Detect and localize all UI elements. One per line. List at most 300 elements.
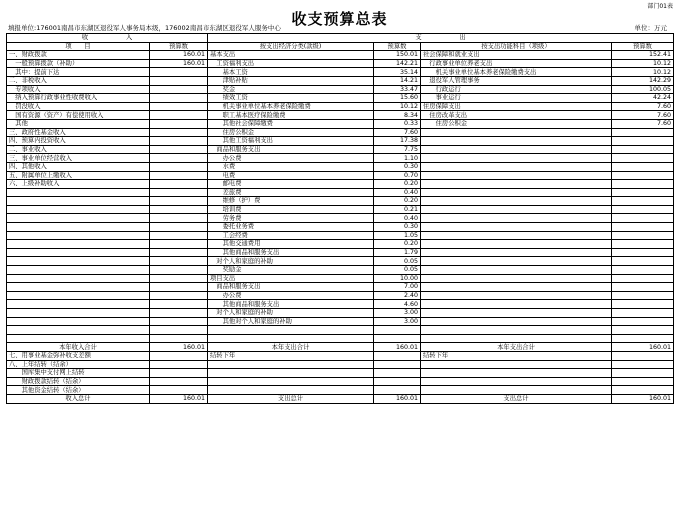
income-item — [7, 248, 150, 257]
func-item — [421, 291, 612, 300]
econ-amount: 2.40 — [374, 291, 421, 300]
func-item: 支出总计 — [421, 394, 612, 403]
table-row — [7, 248, 674, 257]
table-row — [7, 266, 674, 275]
econ-item: 商品和服务支出 — [208, 283, 374, 292]
income-amount — [150, 111, 208, 120]
income-item: 财政拨款结转（结余） — [7, 377, 150, 386]
income-amount — [150, 162, 208, 171]
func-item — [421, 317, 612, 326]
func-amount: 142.29 — [612, 76, 674, 85]
func-item — [421, 266, 612, 275]
econ-item: 办公费 — [208, 154, 374, 163]
econ-amount: 0.05 — [374, 266, 421, 275]
econ-amount: 160.01 — [374, 343, 421, 352]
table-row — [7, 205, 674, 214]
econ-amount: 8.34 — [374, 111, 421, 120]
income-amount — [150, 137, 208, 146]
func-item — [421, 180, 612, 189]
income-amount — [150, 180, 208, 189]
econ-amount: 1.05 — [374, 231, 421, 240]
func-item — [421, 283, 612, 292]
table-row — [7, 300, 674, 309]
income-amount — [150, 68, 208, 77]
func-budget-header: 预算数 — [612, 42, 674, 51]
income-item: 二、事业收入 — [7, 145, 150, 154]
income-amount — [150, 248, 208, 257]
func-amount — [612, 360, 674, 369]
income-item — [7, 309, 150, 318]
econ-amount: 0.20 — [374, 197, 421, 206]
income-item: 纳入预算行政事业性收费收入 — [7, 94, 150, 103]
income-amount — [150, 102, 208, 111]
func-amount — [612, 154, 674, 163]
econ-item — [208, 377, 374, 386]
table-row — [7, 94, 674, 103]
econ-amount: 0.40 — [374, 214, 421, 223]
income-amount — [150, 94, 208, 103]
income-item: 其他 — [7, 119, 150, 128]
income-amount — [150, 205, 208, 214]
table-row — [7, 223, 674, 232]
section-header-row — [7, 34, 674, 43]
income-item: 一般预算拨款（补助） — [7, 59, 150, 68]
income-item — [7, 283, 150, 292]
func-item — [421, 223, 612, 232]
econ-amount — [374, 360, 421, 369]
econ-item: 本年支出合计 — [208, 343, 374, 352]
econ-item: 住房公积金 — [208, 128, 374, 137]
income-item: 一、财政拨款 — [7, 51, 150, 60]
func-amount — [612, 369, 674, 378]
income-item: 国有资源（资产）有偿使用收入 — [7, 111, 150, 120]
func-item — [421, 240, 612, 249]
table-row — [7, 257, 674, 266]
footer-row — [7, 386, 674, 395]
func-amount — [612, 266, 674, 275]
money-unit: 单位：万元 — [634, 24, 667, 32]
econ-item: 津贴补贴 — [208, 76, 374, 85]
econ-amount: 1.10 — [374, 154, 421, 163]
func-item: 住房改革支出 — [421, 111, 612, 120]
func-item — [421, 197, 612, 206]
econ-amount: 160.01 — [374, 394, 421, 403]
econ-amount: 10.12 — [374, 102, 421, 111]
income-amount — [150, 283, 208, 292]
income-item: 三、政府性基金收入 — [7, 128, 150, 137]
income-amount — [150, 274, 208, 283]
func-amount: 10.12 — [612, 68, 674, 77]
func-amount — [612, 309, 674, 318]
income-item: 七、用事业基金弥补收支差额 — [7, 351, 150, 360]
econ-item: 基本工资 — [208, 68, 374, 77]
table-row — [7, 102, 674, 111]
income-amount — [150, 360, 208, 369]
func-amount — [612, 257, 674, 266]
income-item — [7, 326, 150, 335]
econ-amount — [374, 351, 421, 360]
income-amount — [150, 309, 208, 318]
func-amount: 160.01 — [612, 343, 674, 352]
econ-amount — [374, 386, 421, 395]
func-item — [421, 145, 612, 154]
econ-amount: 0.21 — [374, 205, 421, 214]
income-amount — [150, 334, 208, 343]
func-item: 退役军人管理事务 — [421, 76, 612, 85]
econ-amount: 0.05 — [374, 257, 421, 266]
footer-row — [7, 377, 674, 386]
table-row — [7, 51, 674, 60]
table-row — [7, 291, 674, 300]
func-item: 社会保障和就业支出 — [421, 51, 612, 60]
econ-item: 奖励金 — [208, 266, 374, 275]
econ-amount: 142.21 — [374, 59, 421, 68]
func-amount — [612, 386, 674, 395]
econ-amount: 10.00 — [374, 274, 421, 283]
econ-item: 培训费 — [208, 205, 374, 214]
econ-amount: 0.30 — [374, 162, 421, 171]
table-row — [7, 68, 674, 77]
footer-row — [7, 360, 674, 369]
income-item: 五、附属单位上缴收入 — [7, 171, 150, 180]
income-item — [7, 197, 150, 206]
table-row — [7, 317, 674, 326]
func-item — [421, 137, 612, 146]
econ-item: 结转下年 — [208, 351, 374, 360]
econ-amount: 3.00 — [374, 309, 421, 318]
income-amount — [150, 231, 208, 240]
econ-item: 奖金 — [208, 85, 374, 94]
income-budget-header: 预算数 — [150, 42, 208, 51]
income-item: 三、事业单位经营收入 — [7, 154, 150, 163]
income-item — [7, 300, 150, 309]
func-item: 住房保障支出 — [421, 102, 612, 111]
income-item — [7, 205, 150, 214]
econ-item: 工会经费 — [208, 231, 374, 240]
func-amount — [612, 197, 674, 206]
income-amount — [150, 317, 208, 326]
func-amount — [612, 351, 674, 360]
func-amount — [612, 334, 674, 343]
func-item — [421, 231, 612, 240]
econ-amount: 3.00 — [374, 317, 421, 326]
table-row — [7, 111, 674, 120]
econ-item — [208, 326, 374, 335]
func-amount — [612, 145, 674, 154]
income-item — [7, 214, 150, 223]
func-amount — [612, 128, 674, 137]
form-number: 部门01表 — [647, 3, 673, 10]
income-amount — [150, 369, 208, 378]
func-amount: 10.12 — [612, 59, 674, 68]
income-amount — [150, 197, 208, 206]
econ-item: 职工基本医疗保险缴费 — [208, 111, 374, 120]
func-amount: 152.41 — [612, 51, 674, 60]
income-item — [7, 188, 150, 197]
econ-item: 维修（护）费 — [208, 197, 374, 206]
econ-amount — [374, 326, 421, 335]
econ-item: 邮电费 — [208, 180, 374, 189]
econ-item: 劳务费 — [208, 214, 374, 223]
econ-amount: 0.20 — [374, 180, 421, 189]
econ-item: 其他工资福利支出 — [208, 137, 374, 146]
func-amount — [612, 326, 674, 335]
income-amount: 160.01 — [150, 394, 208, 403]
func-item: 本年支出合计 — [421, 343, 612, 352]
func-item: 机关事业单位基本养老保险缴费支出 — [421, 68, 612, 77]
income-amount — [150, 128, 208, 137]
func-amount — [612, 274, 674, 283]
income-amount: 160.01 — [150, 59, 208, 68]
func-item — [421, 214, 612, 223]
budget-table — [6, 33, 674, 404]
income-item: 本年收入合计 — [7, 343, 150, 352]
func-amount — [612, 291, 674, 300]
income-amount — [150, 257, 208, 266]
func-item — [421, 309, 612, 318]
income-item — [7, 257, 150, 266]
func-amount — [612, 162, 674, 171]
expense-header: 支 出 — [208, 34, 674, 43]
func-amount — [612, 240, 674, 249]
econ-amount: 7.60 — [374, 128, 421, 137]
func-item — [421, 326, 612, 335]
econ-item: 委托业务费 — [208, 223, 374, 232]
econ-item: 办公费 — [208, 291, 374, 300]
income-amount — [150, 386, 208, 395]
footer-row — [7, 369, 674, 378]
econ-amount: 0.33 — [374, 119, 421, 128]
func-amount — [612, 223, 674, 232]
econ-amount: 0.70 — [374, 171, 421, 180]
income-amount — [150, 119, 208, 128]
income-amount — [150, 188, 208, 197]
income-item: 罚没收入 — [7, 102, 150, 111]
econ-item: 其他商品和服务支出 — [208, 248, 374, 257]
econ-amount: 1.79 — [374, 248, 421, 257]
func-item — [421, 377, 612, 386]
econ-amount — [374, 369, 421, 378]
func-amount — [612, 180, 674, 189]
income-item — [7, 274, 150, 283]
econ-item: 绩效工资 — [208, 94, 374, 103]
table-row — [7, 188, 674, 197]
econ-amount — [374, 377, 421, 386]
econ-item — [208, 334, 374, 343]
income-item — [7, 240, 150, 249]
footer-row — [7, 394, 674, 403]
econ-item: 对个人和家庭的补助 — [208, 257, 374, 266]
func-item: 行政运行 — [421, 85, 612, 94]
income-amount — [150, 214, 208, 223]
func-class-header: 按支出功能科目（项级） — [421, 42, 612, 51]
table-row — [7, 59, 674, 68]
income-item — [7, 334, 150, 343]
func-amount — [612, 248, 674, 257]
income-header: 收 入 — [7, 34, 208, 43]
func-item — [421, 274, 612, 283]
econ-amount: 15.60 — [374, 94, 421, 103]
income-item: 六、上级补助收入 — [7, 180, 150, 189]
income-item: 八、上年结转（结余） — [7, 360, 150, 369]
income-item — [7, 223, 150, 232]
func-amount — [612, 377, 674, 386]
column-header-row — [7, 42, 674, 51]
income-amount — [150, 326, 208, 335]
econ-item: 水费 — [208, 162, 374, 171]
func-amount — [612, 188, 674, 197]
func-amount — [612, 300, 674, 309]
table-row — [7, 283, 674, 292]
func-item — [421, 334, 612, 343]
footer-row — [7, 343, 674, 352]
income-item — [7, 317, 150, 326]
econ-item: 对个人和家庭的补助 — [208, 309, 374, 318]
income-item: 四、预算内投资收入 — [7, 137, 150, 146]
econ-item: 商品和服务支出 — [208, 145, 374, 154]
table-row — [7, 162, 674, 171]
func-item: 住房公积金 — [421, 119, 612, 128]
income-amount — [150, 240, 208, 249]
income-item: 二、非税收入 — [7, 76, 150, 85]
income-amount — [150, 85, 208, 94]
income-item — [7, 231, 150, 240]
func-item — [421, 188, 612, 197]
func-item — [421, 300, 612, 309]
income-amount — [150, 154, 208, 163]
func-item — [421, 360, 612, 369]
table-row — [7, 326, 674, 335]
func-item — [421, 386, 612, 395]
econ-item: 工资福利支出 — [208, 59, 374, 68]
income-amount — [150, 377, 208, 386]
income-amount — [150, 76, 208, 85]
table-row — [7, 128, 674, 137]
table-row — [7, 180, 674, 189]
income-item: 专项收入 — [7, 85, 150, 94]
econ-amount: 33.47 — [374, 85, 421, 94]
func-amount: 7.60 — [612, 111, 674, 120]
income-amount: 160.01 — [150, 343, 208, 352]
project-header: 项 目 — [7, 42, 150, 51]
func-amount: 160.01 — [612, 394, 674, 403]
func-amount — [612, 231, 674, 240]
footer-row — [7, 351, 674, 360]
income-item — [7, 266, 150, 275]
income-amount — [150, 145, 208, 154]
econ-amount: 0.40 — [374, 188, 421, 197]
table-row — [7, 145, 674, 154]
func-amount: 7.60 — [612, 119, 674, 128]
func-amount: 100.05 — [612, 85, 674, 94]
econ-item — [208, 386, 374, 395]
func-amount: 42.24 — [612, 94, 674, 103]
econ-item: 差旅费 — [208, 188, 374, 197]
econ-amount: 17.38 — [374, 137, 421, 146]
func-item — [421, 257, 612, 266]
page-title: 收支预算总表 — [291, 10, 388, 28]
func-item — [421, 248, 612, 257]
income-item: 国库集中支付网上结转 — [7, 369, 150, 378]
func-item: 事业运行 — [421, 94, 612, 103]
table-row — [7, 309, 674, 318]
func-amount — [612, 137, 674, 146]
econ-item — [208, 360, 374, 369]
func-amount — [612, 171, 674, 180]
econ-amount: 4.60 — [374, 300, 421, 309]
income-amount — [150, 300, 208, 309]
econ-budget-header: 预算数 — [374, 42, 421, 51]
econ-item: 基本支出 — [208, 51, 374, 60]
table-row — [7, 154, 674, 163]
econ-item: 支出总计 — [208, 394, 374, 403]
income-amount — [150, 171, 208, 180]
table-row — [7, 274, 674, 283]
table-row — [7, 137, 674, 146]
table-row — [7, 171, 674, 180]
income-item: 四、其他收入 — [7, 162, 150, 171]
table-row — [7, 85, 674, 94]
table-row — [7, 240, 674, 249]
econ-item — [208, 369, 374, 378]
econ-item: 其他交通费用 — [208, 240, 374, 249]
econ-item: 其他社会保障缴费 — [208, 119, 374, 128]
table-row — [7, 76, 674, 85]
income-amount — [150, 291, 208, 300]
table-row — [7, 119, 674, 128]
func-item: 结转下年 — [421, 351, 612, 360]
func-item: 行政事业单位养老支出 — [421, 59, 612, 68]
table-row — [7, 214, 674, 223]
econ-amount: 7.75 — [374, 145, 421, 154]
econ-amount: 35.14 — [374, 68, 421, 77]
table-row — [7, 334, 674, 343]
econ-item: 其他商品和服务支出 — [208, 300, 374, 309]
econ-amount: 0.30 — [374, 223, 421, 232]
func-amount — [612, 283, 674, 292]
func-item — [421, 128, 612, 137]
income-amount: 160.01 — [150, 51, 208, 60]
func-item — [421, 154, 612, 163]
econ-class-header: 按支出经济分类(款级) — [208, 42, 374, 51]
func-item — [421, 162, 612, 171]
econ-amount — [374, 334, 421, 343]
income-amount — [150, 266, 208, 275]
income-item: 其中：提前下达 — [7, 68, 150, 77]
func-item — [421, 369, 612, 378]
func-amount — [612, 205, 674, 214]
func-item — [421, 171, 612, 180]
econ-item: 其他对个人和家庭的补助 — [208, 317, 374, 326]
func-amount: 7.60 — [612, 102, 674, 111]
econ-item: 电费 — [208, 171, 374, 180]
econ-amount: 14.21 — [374, 76, 421, 85]
table-row — [7, 231, 674, 240]
econ-amount: 7.00 — [374, 283, 421, 292]
income-item: 收入总计 — [7, 394, 150, 403]
econ-item: 机关事业单位基本养老保险缴费 — [208, 102, 374, 111]
income-amount — [150, 223, 208, 232]
func-item — [421, 205, 612, 214]
income-item — [7, 291, 150, 300]
econ-amount: 0.20 — [374, 240, 421, 249]
income-amount — [150, 351, 208, 360]
income-item: 其他资金结转（结余） — [7, 386, 150, 395]
func-amount — [612, 317, 674, 326]
table-row — [7, 197, 674, 206]
reporting-unit: 填报单位:176001南昌市东湖区退役军人事务局本级，176002南昌市东湖区退役军人服务中心 — [8, 24, 281, 32]
econ-amount: 150.01 — [374, 51, 421, 60]
